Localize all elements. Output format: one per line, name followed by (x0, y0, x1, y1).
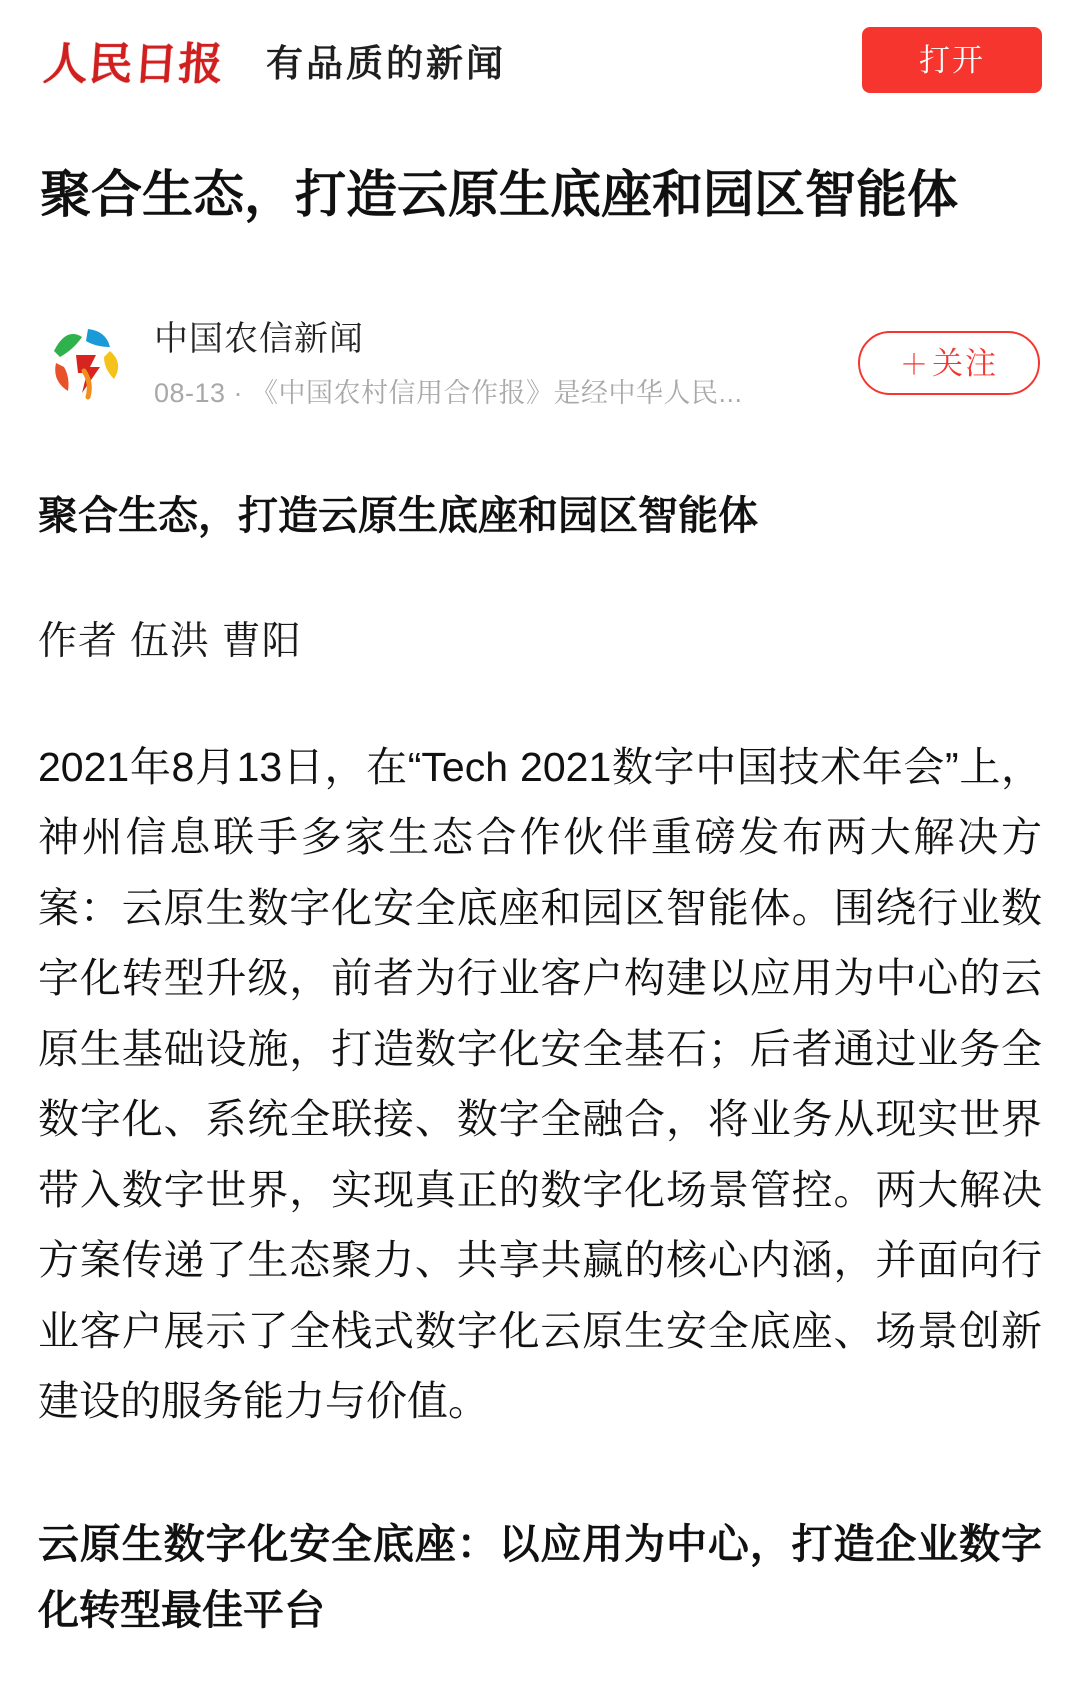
source-row (0, 263, 1080, 410)
open-app-button[interactable]: 打开 (862, 27, 1042, 93)
follow-button-label: 关注 (932, 346, 998, 382)
follow-button[interactable] (858, 331, 1040, 395)
source-meta (154, 317, 840, 410)
app-header (0, 0, 1080, 116)
source-meta-line: 08-13 · 《中国农村信用合作报》是经中华人民... (154, 377, 743, 408)
article-body (0, 488, 1080, 1644)
source-name[interactable]: 中国农信新闻 (154, 319, 364, 358)
avatar[interactable] (44, 321, 128, 405)
plus-icon: ＋ (899, 349, 930, 381)
article-section-heading-1: 云原生数字化安全底座：以应用为中心，打造企业数字化转型最佳平台 (38, 1520, 1042, 1634)
peoples-daily-logo: 人民日报 (41, 40, 226, 89)
article-byline: 作者 伍洪 曹阳 (38, 619, 302, 663)
brand-slogan: 有品质的新闻 (266, 43, 506, 84)
article-subtitle: 聚合生态，打造云原生底座和园区智能体 (38, 493, 758, 538)
page-title: 聚合生态，打造云原生底座和园区智能体 (40, 166, 959, 224)
article-paragraph-1: 2021年8月13日，在“Tech 2021数字中国技术年会”上，神州信息联手多家生态合作伙伴重磅发布两大解决方案：云原生数字化安全底座和园区智能体。围绕行业数字化转型升级，前者为行业客户构建以应用为中心的云原生基础设施，打造数字化安全基石；后者通过业务全数字化、系统全联接、数字全融合，将业务从现实世界带入数字世界，实现真正的数字化场景管控。两大解决方案传递了生态聚力、共享共赢的核心内涵，并面向行业客户展示了全栈式数字化云原生安全底座、场景创新建设的服务能力与价值。 (38, 743, 1042, 1425)
